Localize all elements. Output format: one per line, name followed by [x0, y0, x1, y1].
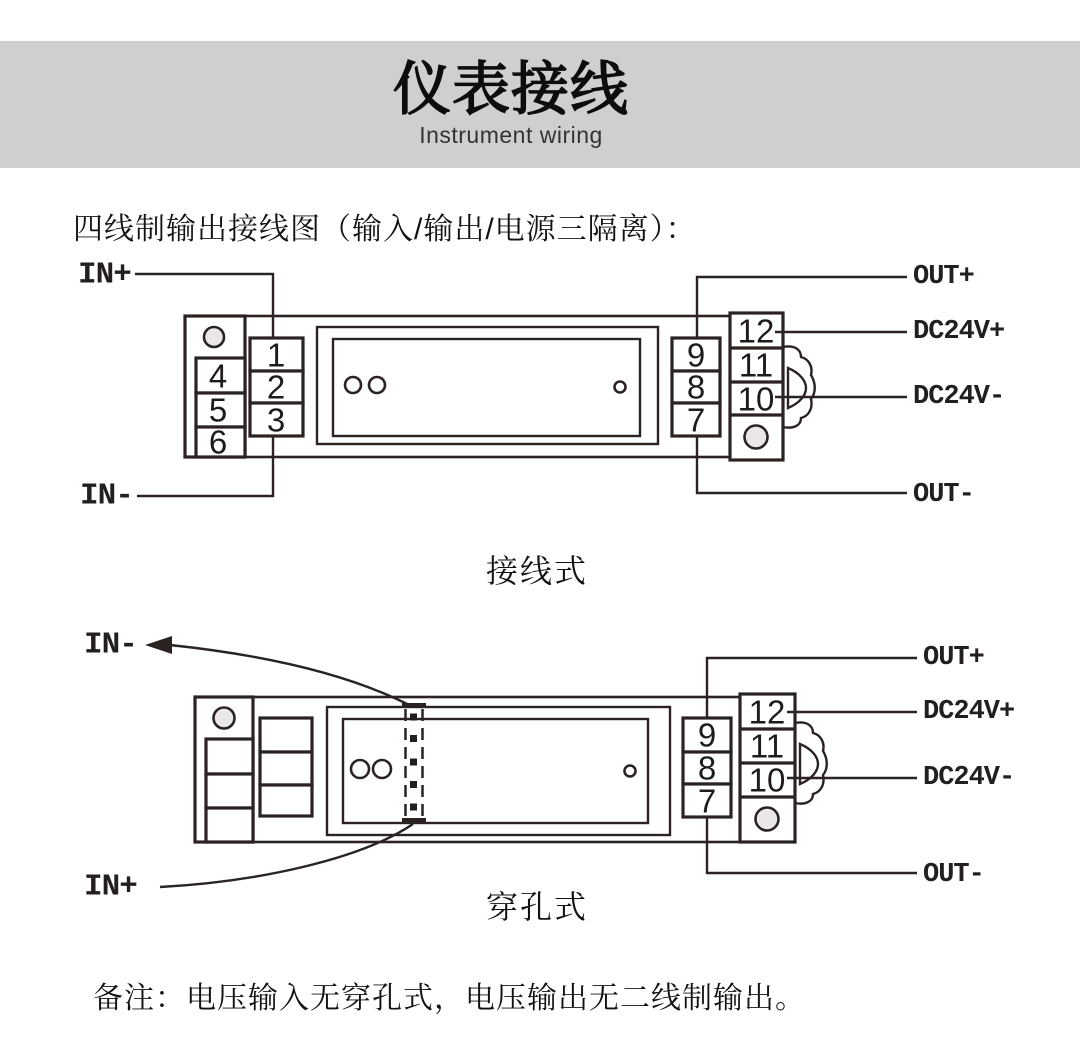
label-in-plus: IN+ [84, 869, 137, 905]
title-banner [0, 41, 1080, 168]
terminal-number: 9 [697, 716, 717, 754]
terminal-number: 7 [697, 782, 717, 820]
through-hole-dot [410, 714, 417, 721]
terminal-number: 12 [748, 693, 786, 731]
label-dc24v-minus: DC24V- [923, 763, 1015, 793]
terminal-number: 8 [697, 749, 717, 787]
label-in-plus: IN+ [78, 257, 131, 293]
mounting-hole [204, 327, 224, 347]
led-indicator [625, 766, 636, 777]
terminal-number: 10 [737, 380, 775, 418]
label-dc24v-plus: DC24V+ [923, 697, 1015, 727]
title-banner-inner [0, 41, 1022, 168]
terminal-cell-blank [206, 739, 253, 774]
through-hole-dot [410, 759, 417, 766]
terminal-number: 8 [686, 368, 706, 406]
diagram2-caption: 穿孔式 [485, 889, 588, 925]
led-indicator [351, 760, 369, 778]
led-indicator [615, 382, 626, 393]
terminal-cell-blank [260, 785, 312, 816]
terminal-number: 3 [266, 401, 286, 439]
terminal-number: 9 [686, 336, 706, 374]
terminal-number: 1 [266, 336, 286, 374]
mounting-hole [756, 808, 779, 831]
led-indicator [345, 377, 361, 393]
arrowhead-in-minus [145, 636, 172, 654]
footnote: 备注：电压输入无穿孔式，电压输出无二线制输出。 [93, 982, 806, 1015]
wiring-diagram-2 [0, 610, 1080, 920]
terminal-number: 12 [737, 312, 775, 350]
through-hole-dot [410, 735, 417, 742]
page-subtitle: Instrument wiring [419, 122, 603, 149]
terminal-number: 11 [749, 727, 785, 765]
terminal-number: 10 [748, 761, 786, 799]
label-dc24v-plus: DC24V+ [913, 317, 1005, 347]
label-out-minus: OUT- [913, 480, 974, 510]
terminal-number: 6 [208, 423, 228, 461]
through-hole-cap-bottom [402, 818, 426, 823]
label-dc24v-minus: DC24V- [913, 382, 1005, 412]
terminal-cell-blank [260, 718, 312, 752]
wiring-diagram-1 [0, 250, 1080, 550]
mounting-hole [745, 426, 768, 449]
page-title: 仪表接线 [392, 56, 629, 122]
led-indicator [369, 377, 385, 393]
terminal-number: 7 [686, 401, 706, 439]
diagram1-caption: 接线式 [485, 553, 588, 589]
through-hole-dot [410, 781, 417, 788]
terminal-number: 4 [208, 357, 228, 395]
terminal-number: 5 [208, 391, 228, 429]
label-out-minus: OUT- [923, 860, 984, 890]
terminal-cell-blank [206, 808, 253, 842]
label-in-minus: IN- [80, 478, 133, 514]
mounting-hole [214, 708, 235, 729]
terminal-number: 11 [738, 346, 774, 384]
label-out-plus: OUT+ [923, 643, 984, 673]
section-heading: 四线制输出接线图（输入/输出/电源三隔离）： [73, 213, 697, 246]
label-out-plus: OUT+ [913, 262, 974, 292]
terminal-cell-blank [260, 752, 312, 785]
led-indicator [373, 760, 391, 778]
through-hole-dot [410, 804, 417, 811]
label-in-minus: IN- [84, 627, 137, 663]
terminal-cell-blank [206, 774, 253, 808]
terminal-number: 2 [266, 368, 286, 406]
